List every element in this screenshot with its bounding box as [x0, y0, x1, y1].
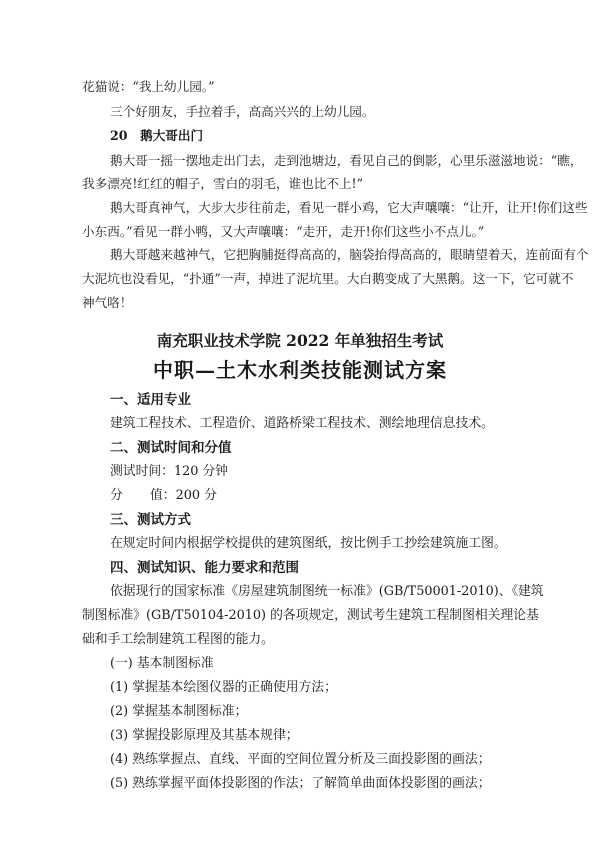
section-4-line-1: 依据现行的国家标准《房屋建筑制图统一标准》(GB/T50001-2010)、《建筑 — [110, 584, 544, 599]
story-paragraph-5-line-2: 大泥坑也没看见，“扑通”一声，掉进了泥坑里。大白鹅变成了大黑鹅。这一下，它可就不 — [82, 271, 574, 286]
story-paragraph-3-line-1: 鹅大哥一摇一摆地走出门去，走到池塘边，看见自己的倒影，心里乐滋滋地说：“瞧， — [110, 153, 583, 168]
subsection-basic-standards: (一) 基本制图标准 — [110, 656, 214, 671]
story-paragraph-5-line-3: 神气咯！ — [82, 295, 133, 310]
section-4-line-3: 础和手工绘制建筑工程图的能力。 — [82, 632, 274, 647]
section-2-heading: 二、测试时间和分值 — [110, 440, 232, 456]
section-3-heading: 三、测试方式 — [110, 512, 191, 528]
section-3-text: 在规定时间内根据学校提供的建筑图纸，按比例手工抄绘建筑施工图。 — [110, 536, 507, 551]
section-2-score-value: 值：200 分 — [150, 488, 217, 503]
story-paragraph-4-line-2: 小东西。”看见一群小鸭，又大声嚷嚷：“走开，走开!你们这些小不点儿。” — [82, 224, 485, 239]
section-4-heading: 四、测试知识、能力要求和范围 — [110, 560, 299, 576]
story-paragraph-4-line-1: 鹅大哥真神气，大步大步往前走，看见一群小鸡，它大声嚷嚷：“让开，让开!你们这些 — [110, 200, 588, 215]
list-item: (2) 掌握基本制图标准； — [110, 704, 248, 719]
section-2-time: 测试时间：120 分钟 — [110, 464, 229, 479]
story-paragraph-3-line-2: 我多漂亮!红红的帽子，雪白的羽毛，谁也比不上!” — [82, 176, 364, 191]
section-2-score-label: 分 — [110, 488, 123, 503]
section-1-text: 建筑工程技术、工程造价、道路桥梁工程技术、测绘地理信息技术。 — [110, 416, 494, 431]
document-subtitle: 中职—土木水利类技能测试方案 — [153, 358, 447, 382]
document-title: 南充职业技术学院 2022 年单独招生考试 — [156, 331, 444, 350]
list-item: (1) 掌握基本绘图仪器的正确使用方法； — [110, 680, 337, 695]
list-item: (3) 掌握投影原理及其基本规律； — [110, 728, 299, 743]
story-section-title: 20 鹅大哥出门 — [110, 128, 204, 143]
list-item: (5) 熟练掌握平面体投影图的作法；了解简单曲面体投影图的画法； — [110, 776, 491, 791]
story-paragraph-5-line-1: 鹅大哥越来越神气，它把胸脯挺得高高的，脑袋抬得高高的，眼睛望着天，连前面有个 — [110, 247, 589, 262]
story-paragraph-2: 三个好朋友，手拉着手，高高兴兴的上幼儿园。 — [110, 104, 375, 119]
list-item: (4) 熟练掌握点、直线、平面的空间位置分析及三面投影图的画法； — [110, 752, 491, 767]
section-4-line-2: 制图标准》(GB/T50104-2010) 的各项规定，测试考生建筑工程制图相关理论基 — [82, 608, 539, 623]
section-1-heading: 一、适用专业 — [110, 392, 191, 408]
story-paragraph-1: 花猫说：“我上幼儿园。” — [82, 79, 215, 94]
